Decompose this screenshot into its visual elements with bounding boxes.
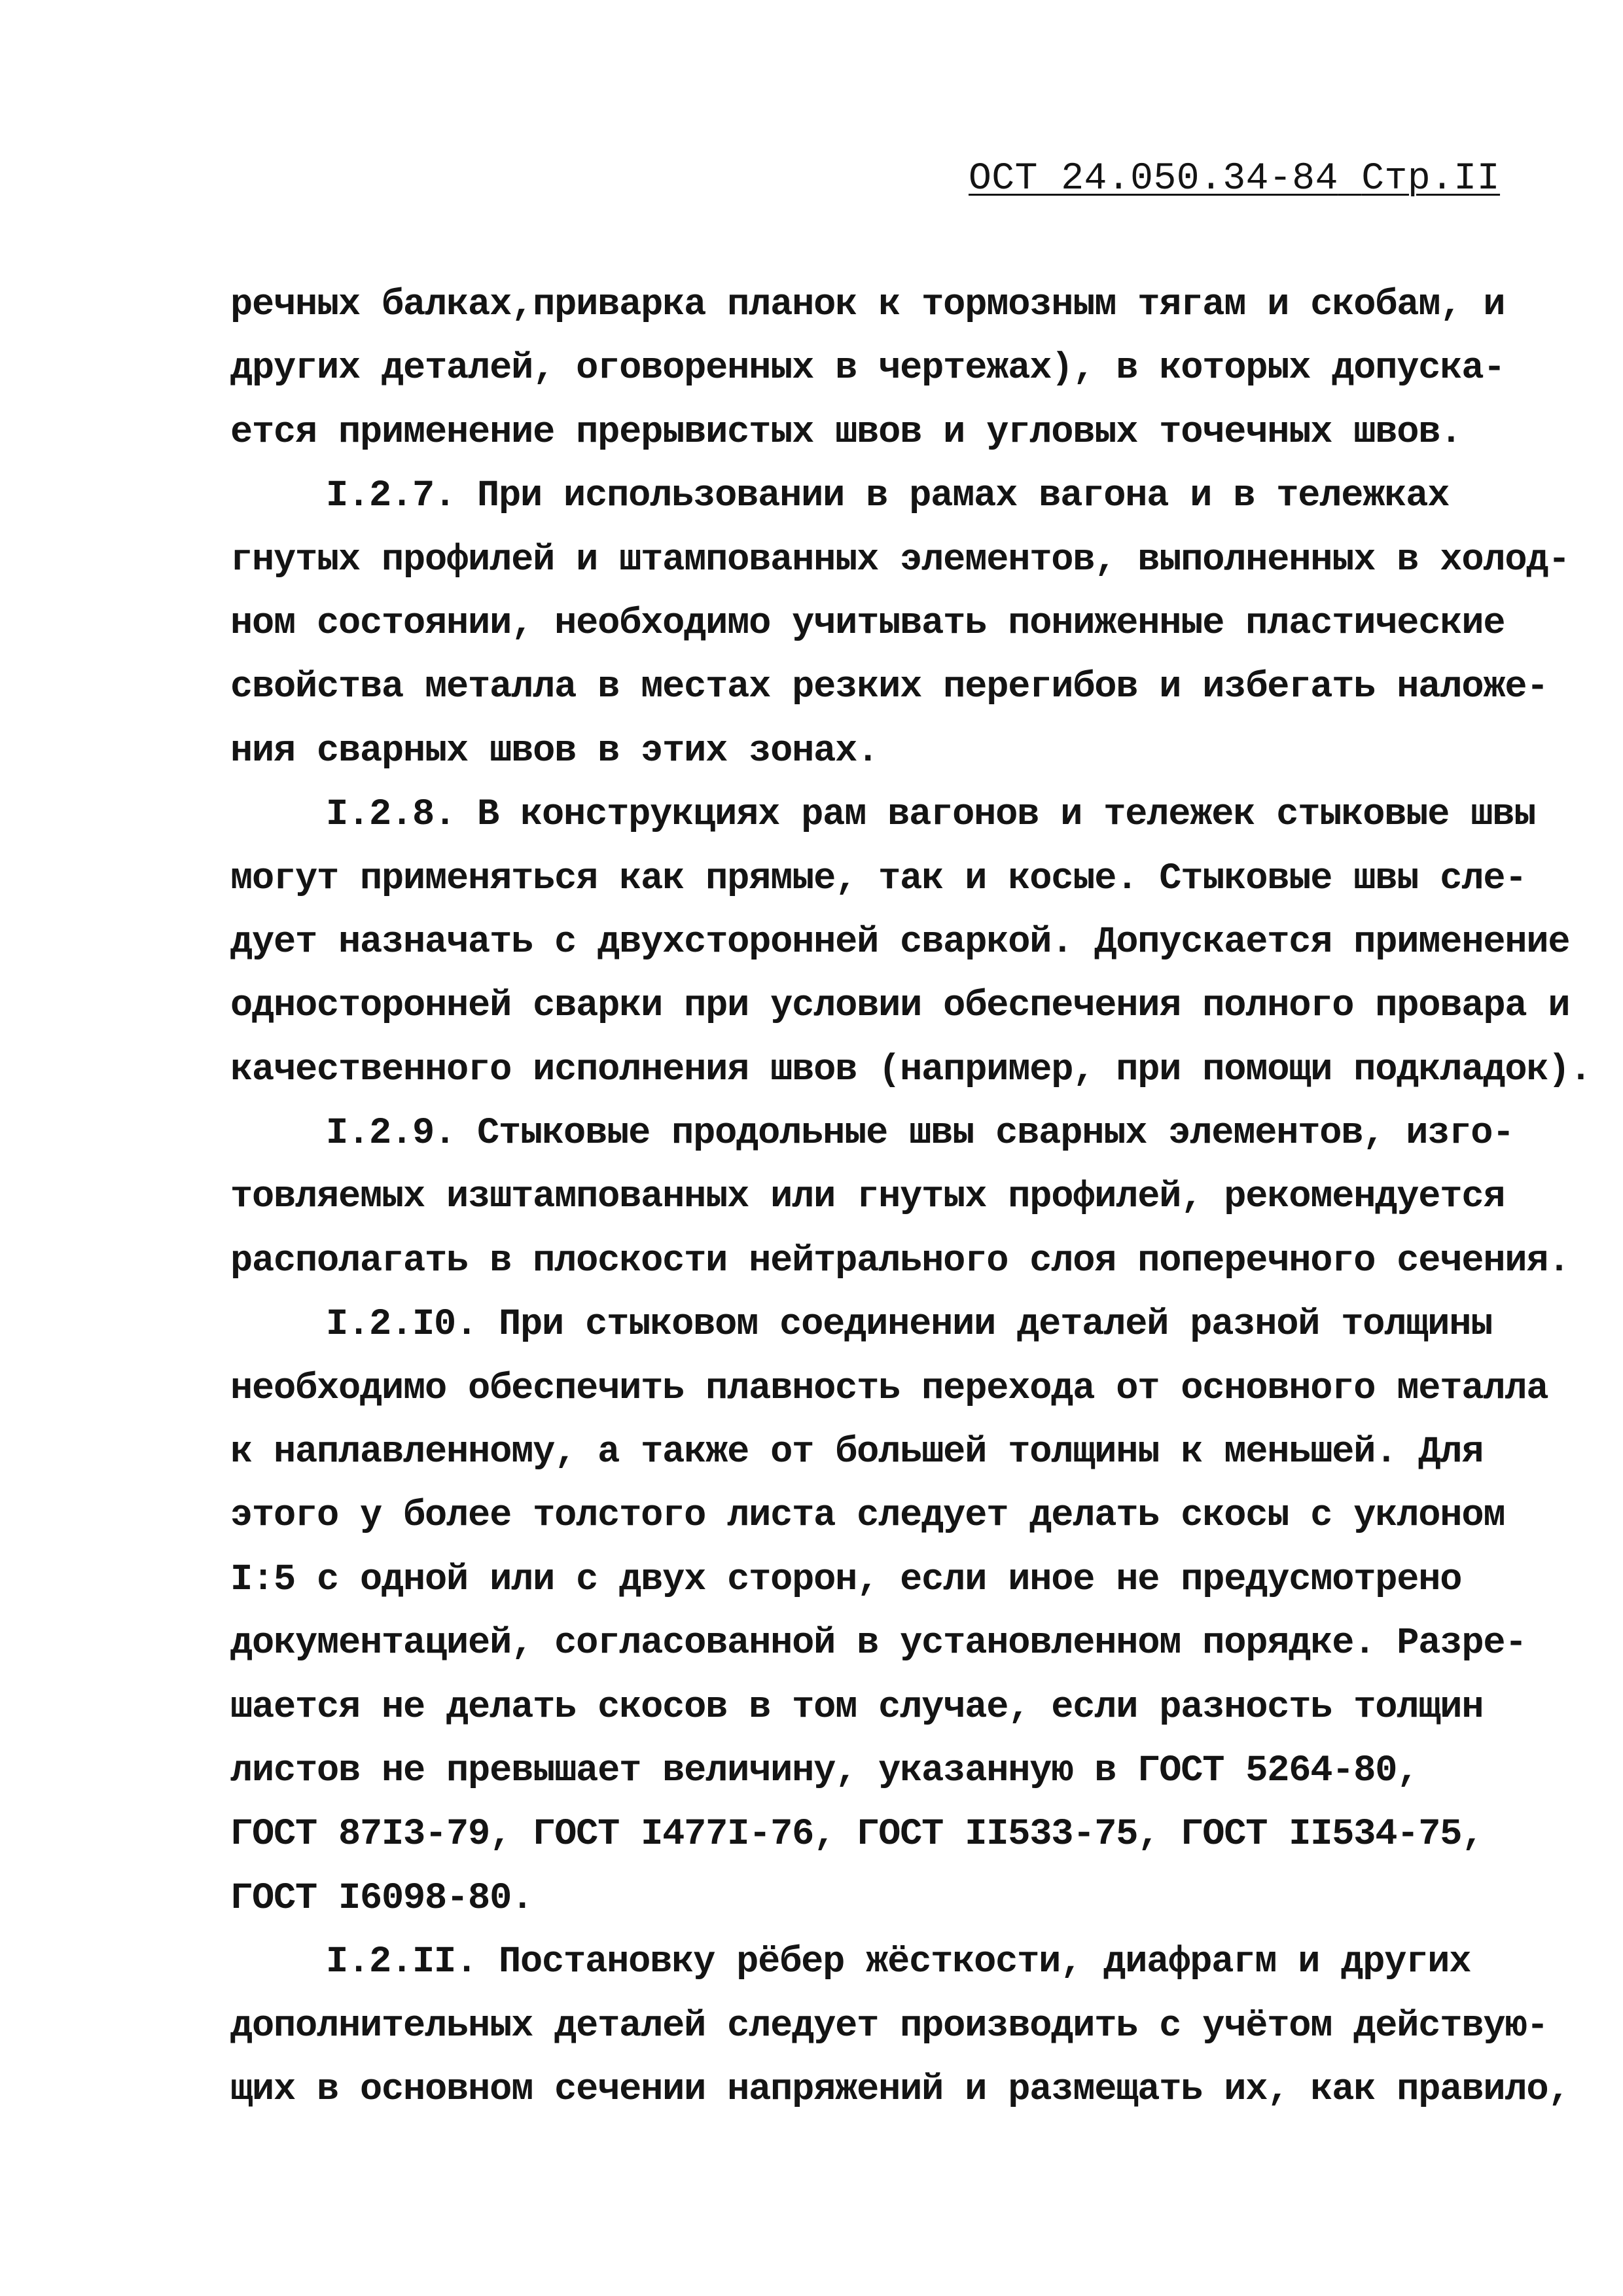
text-line: ГОСТ 87I3-79, ГОСТ I477I-76, ГОСТ II533-75, ГОСТ II534-75,: [230, 1814, 1484, 1856]
text-line: других деталей, оговоренных в чертежах), в которых допуска-: [230, 348, 1505, 390]
text-line: односторонней сварки при условии обеспечения полного провара и: [230, 985, 1570, 1028]
text-line: товляемых изштампованных или гнутых профилей, рекомендуется: [230, 1176, 1505, 1219]
text-line: гнутых профилей и штампованных элементов, выполненных в холод-: [230, 539, 1570, 581]
text-line: этого у более толстого листа следует делать скосы с уклоном: [230, 1495, 1505, 1537]
text-line: документацией, согласованной в установленном порядке. Разре-: [230, 1623, 1527, 1665]
standard-designation: ОСТ 24.050.34-84: [969, 158, 1338, 200]
page-header: [969, 156, 1501, 203]
text-line: ГОСТ I6098-80.: [230, 1877, 533, 1920]
text-line: щих в основном сечении напряжений и размещать их, как правило,: [230, 2068, 1570, 2111]
clause-1-2-10: I.2.I0. При стыковом соединении деталей разной толщины: [326, 1304, 1493, 1346]
text-line: к наплавленному, а также от большей толщины к меньшей. Для: [230, 1431, 1484, 1474]
clause-1-2-8: I.2.8. В конструкциях рам вагонов и тележек стыковые швы: [326, 794, 1536, 836]
text-line: I:5 с одной или с двух сторон, если иное не предусмотрено: [230, 1558, 1462, 1601]
text-line: могут применяться как прямые, так и косые. Стыковые швы сле-: [230, 857, 1527, 900]
text-line: дует назначать с двухсторонней сваркой. Допускается применение: [230, 921, 1570, 963]
clause-1-2-7: I.2.7. При использовании в рамах вагона и в тележках: [326, 475, 1450, 518]
text-line: располагать в плоскости нейтрального слоя поперечного сечения.: [230, 1240, 1570, 1282]
text-line: речных балках,приварка планок к тормозным тягам и скобам, и: [230, 284, 1505, 326]
text-line: листов не превышает величину, указанную в ГОСТ 5264-80,: [230, 1749, 1419, 1792]
text-line: дополнительных деталей следует производить с учётом действую-: [230, 2005, 1548, 2047]
text-line: качественного исполнения швов (например, при помощи подкладок).: [230, 1049, 1592, 1091]
clause-1-2-11: I.2.II. Постановку рёбер жёсткости, диафрагм и других: [326, 1941, 1471, 1984]
page-number: Стр.II: [1361, 158, 1501, 200]
clause-1-2-9: I.2.9. Стыковые продольные швы сварных элементов, изго-: [326, 1113, 1514, 1155]
text-line: ном состоянии, необходимо учитывать пониженные пластические: [230, 602, 1505, 645]
text-line: ния сварных швов в этих зонах.: [230, 730, 879, 772]
text-line: шается не делать скосов в том случае, если разность толщин: [230, 1686, 1484, 1729]
text-line: необходимо обеспечить плавность перехода от основного металла: [230, 1367, 1548, 1410]
text-line: ется применение прерывистых швов и угловых точечных швов.: [230, 411, 1462, 454]
body-text: [230, 274, 1592, 2122]
text-line: свойства металла в местах резких перегибов и избегать наложе-: [230, 666, 1548, 709]
